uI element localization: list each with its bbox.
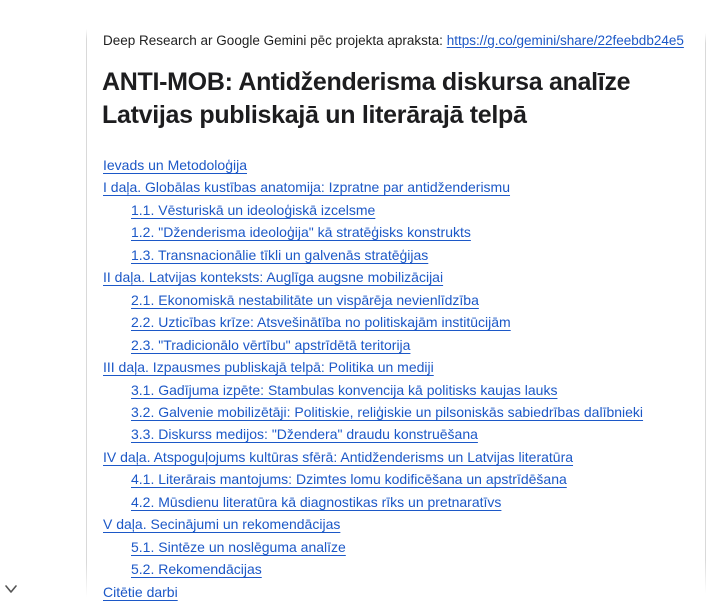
toc-link-3-2[interactable]: 3.2. Galvenie mobilizētāji: Politiskie, reliģiskie un pilsoniskās sabiedrības dalībnieki <box>131 403 644 420</box>
toc-link-4-1[interactable]: 4.1. Literārais mantojums: Dzimtes lomu kodificēšana un apstrīdēšana <box>131 471 567 488</box>
toc-link-1-3[interactable]: 1.3. Transnacionālie tīkli un galvenās stratēģijas <box>131 246 429 263</box>
toc-link-1-2[interactable]: 1.2. "Dženderisma ideoloģija" kā stratēģisks konstrukts <box>131 224 471 241</box>
page-title-line-1: ANTI-MOB: Antidženderisma diskursa analīze <box>102 68 631 96</box>
toc-link-3-3[interactable]: 3.3. Diskurss medijos: "Džendera" draudu konstruēšana <box>131 426 478 443</box>
toc-link-ievads[interactable]: Ievads un Metodoloģija <box>103 157 247 173</box>
toc-link-part-5[interactable]: V daļa. Secinājumi un rekomendācijas <box>103 516 341 533</box>
toc-link-citetie-darbi[interactable]: Citētie darbi <box>103 583 178 600</box>
toc-link-5-2[interactable]: 5.2. Rekomendācijas <box>131 561 262 578</box>
page-title-line-2: Latvijas publiskajā un literārajā telpā <box>102 101 527 129</box>
toc-link-2-2[interactable]: 2.2. Uzticības krīze: Atsvešinātība no politiskajām institūcijām <box>131 314 511 331</box>
toc-link-4-2[interactable]: 4.2. Mūsdienu literatūra kā diagnostikas rīks un pretnaratīvs <box>131 493 502 510</box>
toc-link-2-1[interactable]: 2.1. Ekonomiskā nestabilitāte un vispārēja nevienlīdzība <box>131 291 479 308</box>
toc-link-3-1[interactable]: 3.1. Gadījuma izpēte: Stambulas konvencija kā politisks kaujas lauks <box>131 381 558 398</box>
toc-link-1-1[interactable]: 1.1. Vēsturiskā un ideoloģiskā izcelsme <box>131 201 376 218</box>
page-title <box>102 66 702 132</box>
toc-link-part-2[interactable]: II daļa. Latvijas konteksts: Auglīga augsne mobilizācijai <box>103 269 444 286</box>
toc-link-part-3[interactable]: III daļa. Izpausmes publiskajā telpā: Politika un mediji <box>103 359 434 376</box>
header-note <box>103 32 693 50</box>
toc-link-part-1[interactable]: I daļa. Globālas kustības anatomija: Izpratne par antidženderismu <box>103 179 511 196</box>
header-note-text: Deep Research ar Google Gemini pēc projekta apraksta: <box>103 33 447 48</box>
toc-link-2-3[interactable]: 2.3. "Tradicionālo vērtību" apstrīdētā teritorija <box>131 336 411 353</box>
page-left-edge <box>86 29 87 597</box>
table-of-contents <box>103 154 713 602</box>
chevron-down-icon <box>4 582 18 594</box>
gemini-share-link[interactable]: https://g.co/gemini/share/22feebdb24e5 <box>446 33 684 48</box>
toc-link-part-4[interactable]: IV daļa. Atspoguļojums kultūras sfērā: Antidženderisms un Latvijas literatūra <box>103 448 574 465</box>
toc-link-5-1[interactable]: 5.1. Sintēze un noslēguma analīze <box>131 538 346 555</box>
